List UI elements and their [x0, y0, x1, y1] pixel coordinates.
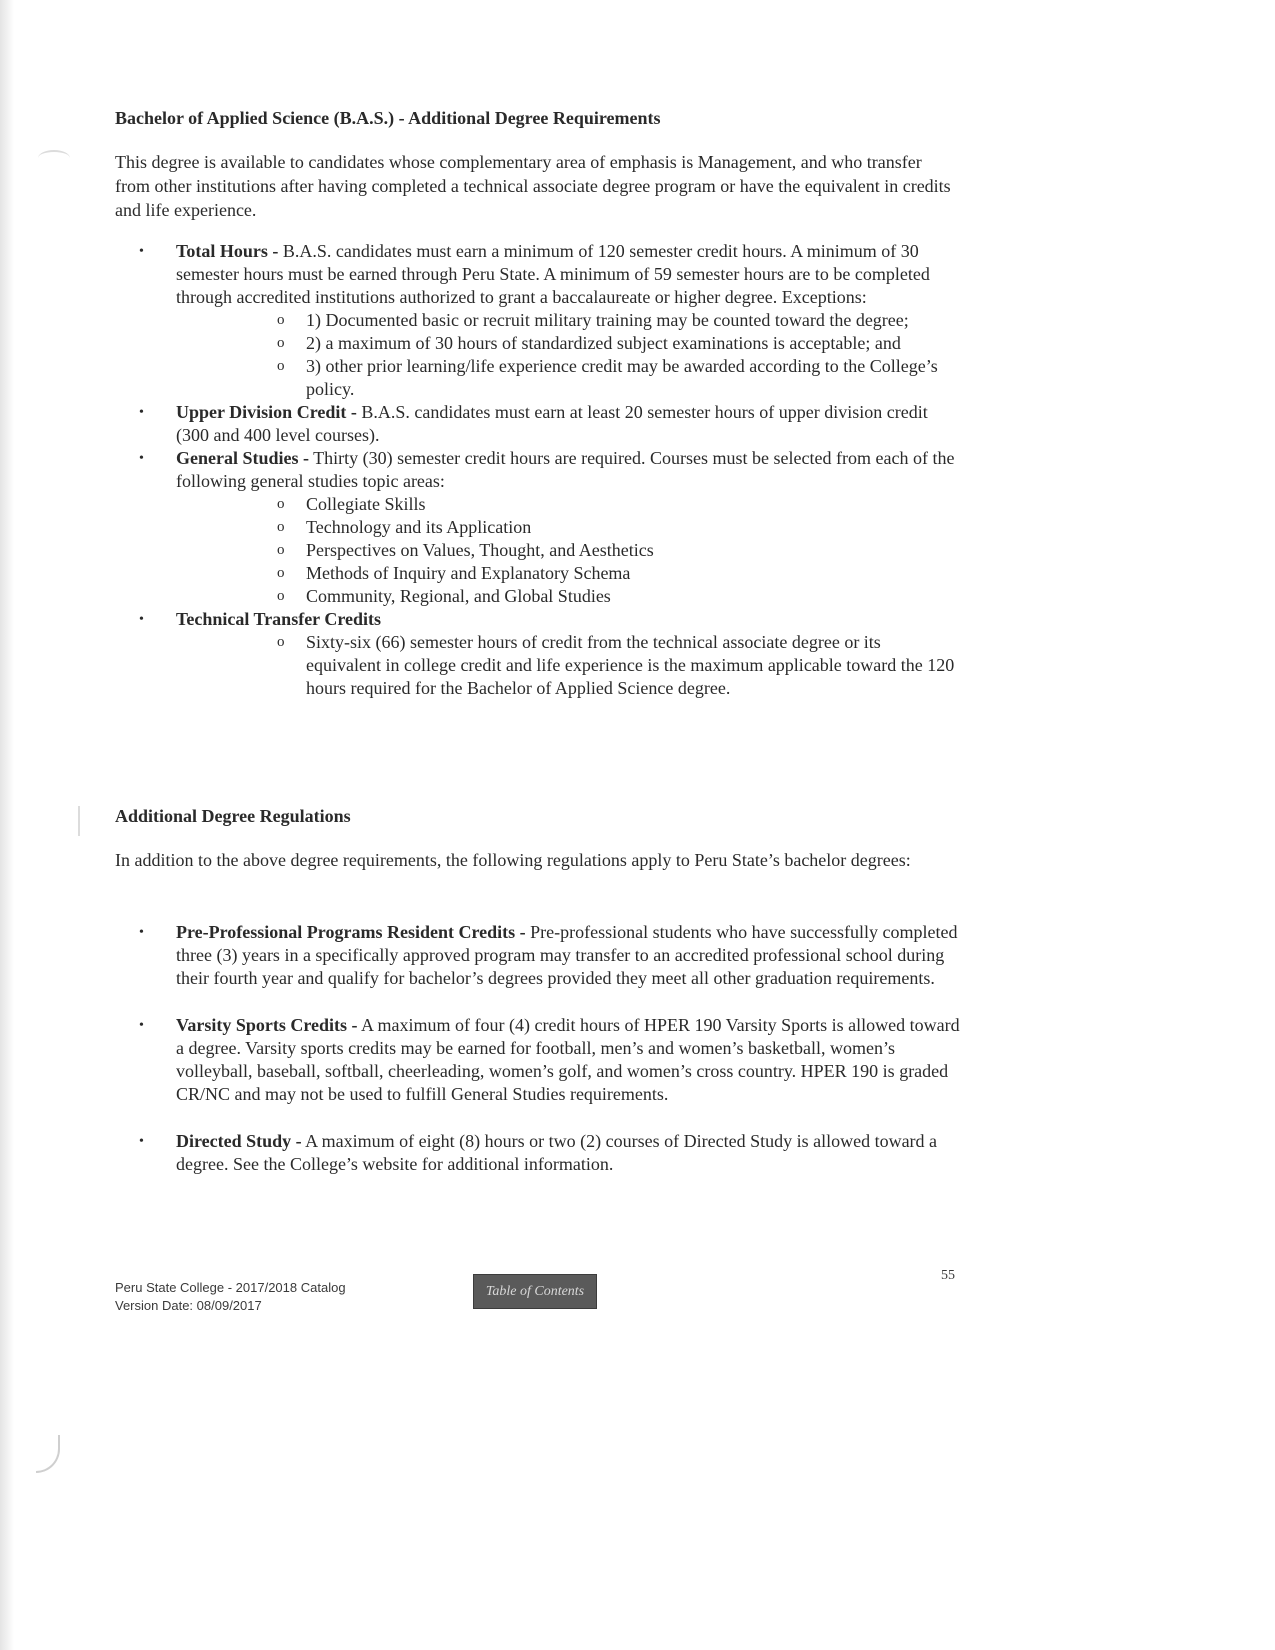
- table-of-contents-button[interactable]: Table of Contents: [473, 1274, 597, 1309]
- circle-bullet-icon: o: [277, 519, 285, 535]
- circle-bullet-icon: o: [277, 358, 285, 374]
- bullet-icon: •: [139, 925, 144, 940]
- bullet-icon: •: [139, 405, 144, 420]
- bullet-icon: •: [139, 244, 144, 259]
- bullet-icon: •: [139, 612, 144, 627]
- list-item-directed-study: [115, 1130, 965, 1176]
- section-heading-regulations: Additional Degree Regulations: [115, 806, 351, 826]
- sub-list-item: [176, 516, 956, 539]
- bullet-text: Pre-professional students who have successfully completed three (3) years in a specifically approved program may transfer to an accredited professional school during their fourth year and qualify for bachelor’s degrees provided they meet all other graduation requirements.: [176, 922, 958, 988]
- footer-version-date: Version Date: 08/09/2017: [115, 1298, 262, 1313]
- bas-requirements-list: [115, 240, 965, 700]
- list-item-technical-transfer: [115, 608, 965, 700]
- circle-bullet-icon: o: [277, 588, 285, 604]
- bas-intro-paragraph: This degree is available to candidates whose complementary area of emphasis is Management, and who transfer from other institutions after having completed a technical associate degree program or have the equivalent in credits and life experience.: [115, 152, 951, 220]
- page-number: 55: [941, 1268, 955, 1283]
- topic-areas-list: [176, 493, 965, 608]
- bullet-text: B.A.S. candidates must earn at least 20 semester hours of upper division credit (300 and 400 level courses).: [176, 402, 928, 445]
- circle-bullet-icon: o: [277, 542, 285, 558]
- bullet-text: A maximum of eight (8) hours or two (2) courses of Directed Study is allowed toward a degree. See the College’s website for additional information.: [176, 1131, 938, 1174]
- list-item-general-studies: [115, 447, 965, 608]
- list-item-varsity-sports: [115, 1014, 965, 1106]
- bullet-icon: •: [139, 1018, 144, 1033]
- sub-list-item: [176, 562, 956, 585]
- bullet-term: Directed Study -: [176, 1131, 302, 1151]
- footer-catalog-info: [115, 1279, 346, 1315]
- bullet-icon: •: [139, 1134, 144, 1149]
- circle-bullet-icon: o: [277, 565, 285, 581]
- sub-list-item: [176, 332, 956, 355]
- exceptions-list: [176, 309, 965, 401]
- scan-mark: [38, 150, 70, 166]
- bullet-term: Pre-Professional Programs Resident Credits -: [176, 922, 526, 942]
- sub-item-text: Collegiate Skills: [306, 494, 426, 514]
- list-item-total-hours: [115, 240, 965, 401]
- scan-mark: [36, 1435, 60, 1473]
- sub-item-text: Sixty-six (66) semester hours of credit from the technical associate degree or its equivalent in college credit and life experience is the maximum applicable toward the 120 hours required for the Bachelor of Applied Science degree.: [306, 632, 955, 698]
- sub-item-text: 2) a maximum of 30 hours of standardized subject examinations is acceptable; and: [306, 333, 901, 353]
- regulations-list: [115, 921, 965, 1176]
- bullet-term: Upper Division Credit -: [176, 402, 357, 422]
- sub-item-text: Methods of Inquiry and Explanatory Schema: [306, 563, 631, 583]
- bullet-term: Technical Transfer Credits: [176, 609, 382, 629]
- circle-bullet-icon: o: [277, 496, 285, 512]
- transfer-details-list: [176, 631, 965, 700]
- sub-item-text: 1) Documented basic or recruit military training may be counted toward the degree;: [306, 310, 909, 330]
- sub-item-text: 3) other prior learning/life experience credit may be awarded according to the College’s policy.: [306, 356, 938, 399]
- sub-list-item: [176, 355, 956, 401]
- sub-list-item: [176, 539, 956, 562]
- regulations-intro-paragraph: In addition to the above degree requirements, the following regulations apply to Peru State’s bachelor degrees:: [115, 850, 911, 870]
- scan-edge-shadow: [0, 0, 14, 1650]
- bullet-text: Thirty (30) semester credit hours are required. Courses must be selected from each of the following general studies topic areas:: [176, 448, 955, 491]
- circle-bullet-icon: o: [277, 634, 285, 650]
- list-item-upper-division: [115, 401, 965, 447]
- bullet-term: Varsity Sports Credits -: [176, 1015, 358, 1035]
- bullet-term: General Studies -: [176, 448, 309, 468]
- sub-item-text: Community, Regional, and Global Studies: [306, 586, 611, 606]
- section-heading-bas: Bachelor of Applied Science (B.A.S.) - Additional Degree Requirements: [115, 108, 661, 128]
- bullet-text: B.A.S. candidates must earn a minimum of 120 semester credit hours. A minimum of 30 semester hours must be earned through Peru State. A minimum of 59 semester hours are to be completed through accredited institutions authorized to grant a baccalaureate or higher degree. Exceptions:: [176, 241, 930, 307]
- sub-list-item: [176, 309, 956, 332]
- sub-item-text: Technology and its Application: [306, 517, 532, 537]
- sub-list-item: [176, 631, 956, 700]
- bullet-term: Total Hours -: [176, 241, 279, 261]
- sub-list-item: [176, 493, 956, 516]
- bullet-icon: •: [139, 451, 144, 466]
- circle-bullet-icon: o: [277, 335, 285, 351]
- sub-list-item: [176, 585, 956, 608]
- scan-mark: [78, 806, 80, 836]
- bullet-text: A maximum of four (4) credit hours of HPER 190 Varsity Sports is allowed toward a degree. Varsity sports credits may be earned for football, men’s and women’s basketball, women’s volleyball, baseball, softball, cheerleading, women’s golf, and women’s cross country. HPER 190 is graded CR/NC and may not be used to fulfill General Studies requirements.: [176, 1015, 960, 1104]
- circle-bullet-icon: o: [277, 312, 285, 328]
- list-item-pre-professional: [115, 921, 965, 990]
- footer-catalog-title: Peru State College - 2017/2018 Catalog: [115, 1280, 346, 1295]
- sub-item-text: Perspectives on Values, Thought, and Aesthetics: [306, 540, 654, 560]
